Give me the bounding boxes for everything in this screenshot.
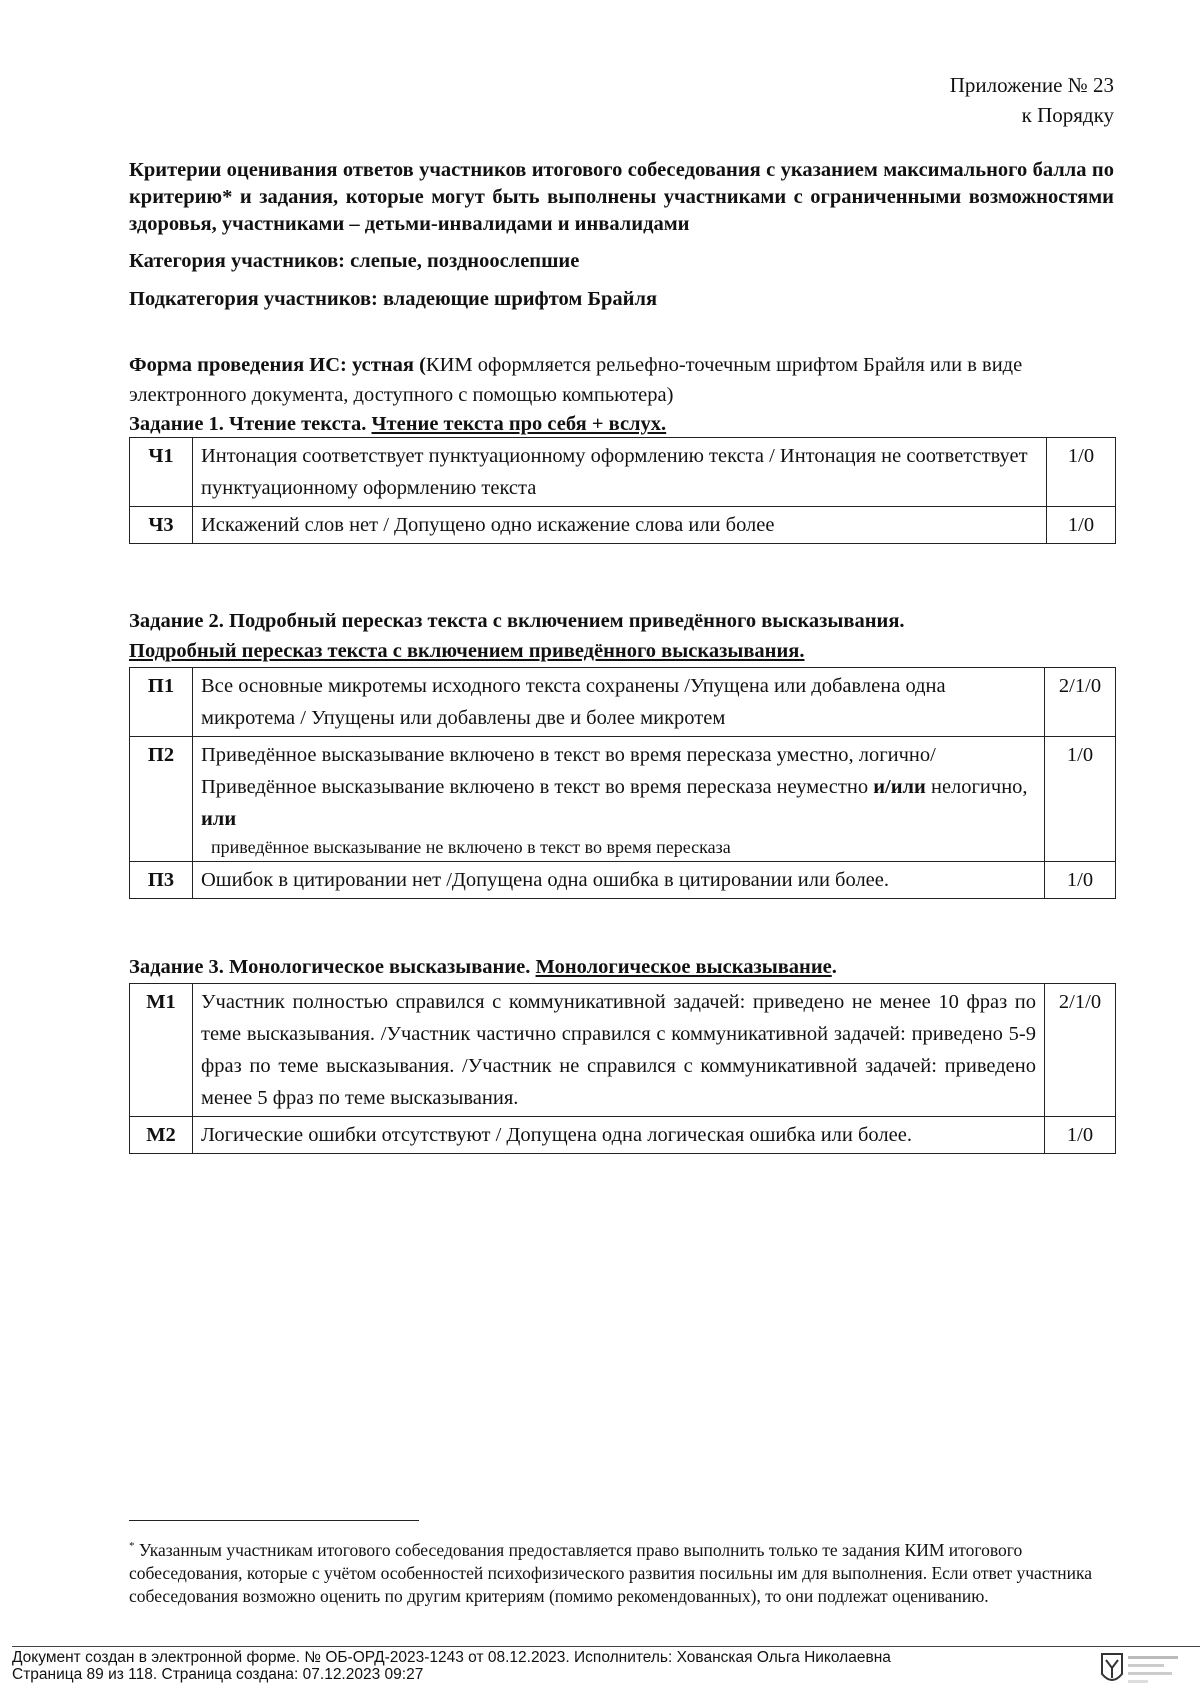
task2-table — [129, 667, 1116, 899]
appendix-to-order: к Порядку — [1021, 103, 1114, 127]
document-stamp — [12, 1649, 891, 1683]
criterion-code: Ч3 — [130, 507, 193, 544]
appendix-header — [950, 70, 1114, 130]
task1-table — [129, 437, 1116, 544]
criterion-code: Ч1 — [130, 438, 193, 507]
exam-form-label: Форма проведения ИС: устная ( — [129, 354, 426, 376]
task3-table — [129, 983, 1116, 1154]
footnote-divider — [129, 1520, 419, 1521]
exam-form — [129, 350, 1114, 410]
exam-form-text: КИМ оформляется рельефно-точечным шрифтом Брайля или в виде электронного документа, доступного с помощью компьютера) — [129, 354, 1023, 406]
document-stamp-line1: Документ создан в электронной форме. № ОБ-ОРД-2023-1243 от 08.12.2023. Исполнитель: Хованская Ольга Николаевна — [12, 1649, 891, 1666]
task3-underlined: Монологическое высказывание — [535, 956, 832, 978]
criterion-score: 2/1/0 — [1045, 984, 1116, 1117]
criterion-score: 1/0 — [1045, 862, 1116, 899]
participant-category: Категория участников: слепые, позднооcлепшие — [129, 250, 580, 272]
criterion-text: Участник полностью справился с коммуникативной задачей: приведено не менее 10 фраз по теме высказывания. /Участник частично справился с коммуникативной задачей: приведено 5-9 фраз по теме высказывания. /Участник не справился с коммуникативной задачей: приведено менее 5 фраз по теме высказывания. — [193, 984, 1045, 1117]
task3-title: Задание 3. Монологическое высказывание. — [129, 956, 536, 978]
government-emblem-icon — [1096, 1648, 1196, 1692]
criterion-score: 2/1/0 — [1045, 668, 1116, 737]
criterion-score: 1/0 — [1047, 438, 1116, 507]
task2-title: Задание 2. Подробный пересказ текста с включением приведённого высказывания. — [129, 610, 905, 632]
table-row — [130, 507, 1116, 544]
task2-underlined: Подробный пересказ текста с включением приведённого высказывания. — [129, 640, 805, 662]
bottom-divider — [12, 1646, 1200, 1647]
criterion-text: Ошибок в цитировании нет /Допущена одна ошибка в цитировании или более. — [193, 862, 1045, 899]
table-row — [130, 737, 1116, 862]
appendix-number: Приложение № 23 — [949, 73, 1114, 97]
criterion-code: П3 — [130, 862, 193, 899]
criterion-text: Все основные микротемы исходного текста сохранены /Упущена или добавлена одна микротема / Упущены или добавлены две и более микротем — [193, 668, 1045, 737]
criterion-text-b: нелогично, — [925, 776, 1028, 798]
criterion-score: 1/0 — [1045, 1117, 1116, 1154]
criterion-code: М2 — [130, 1117, 193, 1154]
task1-title: Задание 1. Чтение текста. — [129, 413, 372, 435]
footnote — [129, 1535, 1114, 1608]
table-row — [130, 438, 1116, 507]
table-row — [130, 668, 1116, 737]
footnote-mark: * — [129, 1540, 135, 1552]
criterion-text: Интонация соответствует пунктуационному оформлению текста / Интонация не соответствует пунктуационному оформлению текста — [193, 438, 1047, 507]
criterion-text — [193, 737, 1045, 862]
task2-heading — [129, 606, 905, 666]
criterion-or: или — [201, 808, 237, 830]
criterion-text: Логические ошибки отсутствуют / Допущена одна логическая ошибка или более. — [193, 1117, 1045, 1154]
task1-heading — [129, 409, 666, 439]
table-row — [130, 984, 1116, 1117]
criterion-score: 1/0 — [1045, 737, 1116, 862]
criterion-code: П1 — [130, 668, 193, 737]
criterion-bold: и/или — [873, 776, 926, 798]
criterion-text: Искажений слов нет / Допущено одно искажение слова или более — [193, 507, 1047, 544]
task3-heading — [129, 952, 837, 982]
participant-subcategory: Подкатегория участников: владеющие шрифтом Брайля — [129, 288, 658, 310]
footnote-text: Указанным участникам итогового собеседования предоставляется право выполнить только те задания КИМ итогового собеседования, которые с учётом особенностей психофизического развития посильны им для выполнения. Если ответ участника собеседования возможно оценить по другим критериям (помимо рекомендованных), то они подлежат оцениванию. — [129, 1539, 1092, 1606]
table-row — [130, 1117, 1116, 1154]
document-title: Критерии оценивания ответов участников итогового собеседования с указанием максимального балла по критерию* и задания, которые могут быть выполнены участниками с ограниченными возможностями здоровья, участниками – детьми-инвалидами и инвалидами — [129, 159, 1114, 235]
criterion-text-c: приведённое высказывание не включено в текст во время пересказа — [211, 837, 731, 857]
criterion-code: М1 — [130, 984, 193, 1117]
document-stamp-line2: Страница 89 из 118. Страница создана: 07.12.2023 09:27 — [12, 1666, 424, 1683]
criterion-text-a: Приведённое высказывание включено в текст во время пересказа уместно, логично/ Приведённое высказывание включено в текст во время пересказа неуместно — [201, 744, 936, 798]
task1-underlined: Чтение текста про себя + вслух. — [371, 413, 667, 435]
table-row — [130, 862, 1116, 899]
criterion-code: П2 — [130, 737, 193, 862]
task3-dot: . — [831, 956, 837, 978]
criterion-score: 1/0 — [1047, 507, 1116, 544]
